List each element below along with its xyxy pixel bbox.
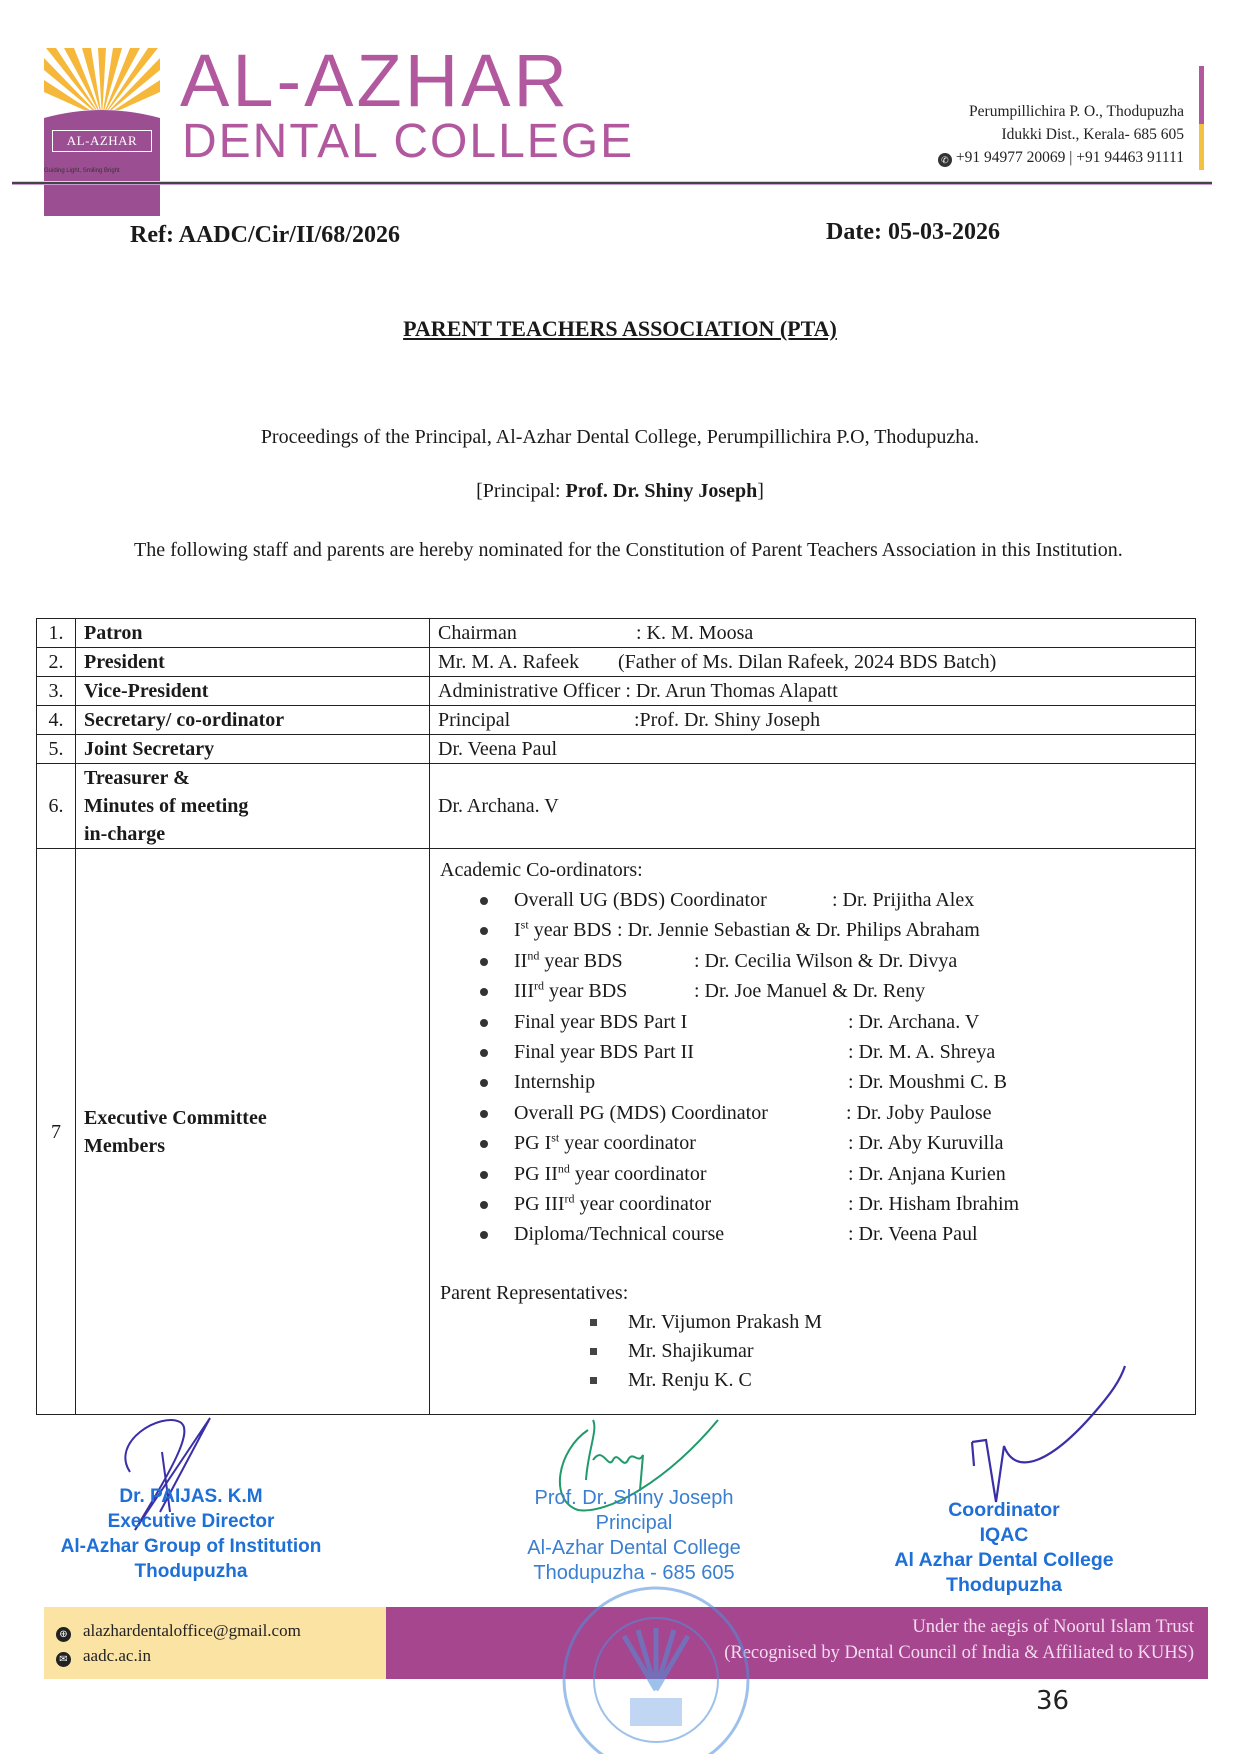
list-item: Overall PG (MDS) Coordinator : Dr. Joby Paulose [478,1098,1185,1128]
row-value [430,619,1196,648]
signatory-name: Prof. Dr. Shiny Joseph [534,1487,734,1509]
list-item: Overall UG (BDS) Coordinator : Dr. Prijitha Alex [478,885,1185,915]
recognition-line: (Recognised by Dental Council of India & Affiliated to KUHS) [724,1643,1194,1663]
value-label: Mr. M. A. Rafeek [438,651,580,673]
signatory-org: Al Azhar Dental College [894,1549,1114,1571]
list-item: Mr. Vijumon Prakash M [590,1308,1185,1337]
list-item: PG Ist year coordinator : Dr. Aby Kuruvilla [478,1128,1185,1158]
row-number: 5. [37,735,76,764]
email-row [56,1618,301,1643]
signatory-title: Executive Director [107,1511,275,1532]
table-row [37,764,1196,849]
table-row [37,735,1196,764]
date-value: 05-03-2026 [887,219,1000,245]
logo-base [44,110,160,216]
signatory-principal [484,1486,784,1586]
role-line: Minutes of meeting [84,795,249,817]
principal-close: ] [757,480,764,502]
signatory-name: Dr. PAIJAS. K.M [119,1486,263,1507]
phone-icon: ✆ [938,153,952,167]
parent-heading: Parent Representatives: [440,1281,629,1304]
row-number: 6. [37,764,76,849]
value-label: Chairman [438,622,517,644]
row-value: Dr. Archana. V [430,764,1196,849]
table-row [37,677,1196,706]
academic-coordinator-list [478,885,1185,1250]
email-link[interactable]: alazhardentaloffice@gmail.com [83,1621,301,1640]
row-value [430,706,1196,735]
page-number: 36 [1036,1686,1070,1716]
intro-paragraph: The following staff and parents are hereby nominated for the Constitution of Parent Teachers Association in this Institution. [134,539,1123,561]
list-item: IInd year BDS : Dr. Cecilia Wilson & Dr. Divya [478,946,1185,976]
aegis-line: Under the aegis of Noorul Islam Trust [912,1617,1194,1637]
footer-trust-info [724,1614,1194,1666]
value-name: : Dr. Arun Thomas Alapatt [625,680,838,702]
pta-committee-table [36,618,1196,1415]
signatory-executive-director [36,1484,346,1584]
logo-wave [44,110,160,216]
logo-label: AL-AZHAR [52,130,152,152]
row-role [76,764,430,849]
value-label: Administrative Officer [438,680,621,702]
signatory-title: Principal [595,1512,673,1534]
academic-heading: Academic Co-ordinators: [440,859,643,881]
role-line: in-charge [84,823,166,845]
brand-subtitle: DENTAL COLLEGE [182,115,635,168]
logo-sunburst [44,48,160,110]
website-row [56,1643,301,1668]
accent-bar-purple [1199,66,1204,124]
row-role: Secretary/ co-ordinator [76,706,430,735]
date-label: Date: [826,219,882,245]
address-line-2: Idukki Dist., Kerala- 685 605 [1001,126,1184,143]
accent-bar-yellow [1199,124,1204,170]
principal-name: Prof. Dr. Shiny Joseph [565,480,758,502]
principal-line [0,480,1240,503]
website-link[interactable]: aadc.ac.in [83,1646,151,1665]
row-number: 7 [37,849,76,1415]
address-line-1: Perumpillichira P. O., Thodupuzha [969,103,1184,120]
row-number: 1. [37,619,76,648]
row-role: President [76,648,430,677]
list-item: Mr. Renju K. C [590,1366,1185,1395]
table-row [37,619,1196,648]
signatory-place: Thodupuzha [946,1574,1062,1596]
principal-open: [Principal: [476,480,561,502]
list-item: Mr. Shajikumar [590,1337,1185,1366]
list-item: Internship : Dr. Moushmi C. B [478,1067,1185,1097]
value-name: (Father of Ms. Dilan Rafeek, 2024 BDS Batch) [618,651,997,673]
signatory-place: Thodupuzha - 685 605 [533,1562,735,1584]
college-address [938,100,1184,169]
table-row [37,648,1196,677]
row-number: 2. [37,648,76,677]
document-date [826,219,1000,246]
signatory-org: Al-Azhar Dental College [527,1537,741,1559]
row-value [430,648,1196,677]
list-item: IIIrd year BDS : Dr. Joe Manuel & Dr. Reny [478,976,1185,1006]
college-seal-stamp [556,1580,756,1754]
list-item: PG IInd year coordinator : Dr. Anjana Kurien [478,1159,1185,1189]
value-name: : K. M. Moosa [636,622,754,644]
signatory-org: Al-Azhar Group of Institution [60,1536,322,1557]
role-line: Members [84,1134,166,1157]
phone-line [938,146,1184,169]
brand-title: AL-AZHAR [180,39,570,122]
role-line: Executive Committee [84,1106,267,1129]
phone-numbers: +91 94977 20069 | +91 94463 91111 [955,149,1184,166]
globe-icon: ⊕ [56,1627,71,1642]
logo-tagline: Guiding Light, Smiling Bright [44,168,120,174]
header-divider [12,181,1212,185]
signatory-dept: IQAC [979,1524,1029,1546]
mail-icon: ✉ [56,1652,71,1667]
row-role: Joint Secretary [76,735,430,764]
value-label: Principal [438,709,511,731]
row-role: Patron [76,619,430,648]
row-number: 4. [37,706,76,735]
list-item: PG IIIrd year coordinator : Dr. Hisham Ibrahim [478,1189,1185,1219]
value-name: :Prof. Dr. Shiny Joseph [634,709,821,731]
table-row [37,706,1196,735]
list-item: Final year BDS Part I : Dr. Archana. V [478,1007,1185,1037]
list-item: Ist year BDS : Dr. Jennie Sebastian & Dr. Philips Abraham [478,915,1185,945]
list-item: Diploma/Technical course : Dr. Veena Paul [478,1219,1185,1249]
signatory-title: Coordinator [948,1499,1060,1521]
document-title: PARENT TEACHERS ASSOCIATION (PTA) [403,316,837,341]
list-item: Final year BDS Part II : Dr. M. A. Shreya [478,1037,1185,1067]
proceedings-line: Proceedings of the Principal, Al-Azhar Dental College, Perumpillichira P.O, Thodupuzha. [260,426,980,448]
role-line: Treasurer & [84,767,190,789]
signatory-place: Thodupuzha [134,1561,248,1582]
footer-contact [56,1618,301,1668]
executive-members [430,849,1196,1415]
college-logo [44,48,160,168]
row-role: Vice-President [76,677,430,706]
table-row-executive [37,849,1196,1415]
row-number: 3. [37,677,76,706]
sunburst-graphic [44,48,160,110]
row-value [430,677,1196,706]
signatory-iqac-coordinator [864,1498,1144,1598]
row-value: Dr. Veena Paul [430,735,1196,764]
row-role [76,849,430,1415]
reference-number: Ref: AADC/Cir/II/68/2026 [130,222,400,248]
